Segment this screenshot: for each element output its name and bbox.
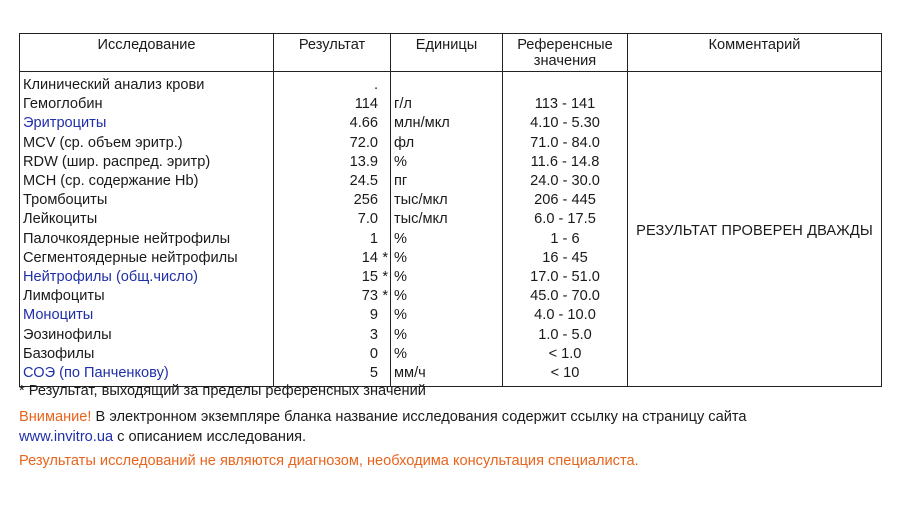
result-number: 114 xyxy=(354,96,378,113)
result-value xyxy=(274,230,391,249)
reference-range: 71.0 - 84.0 xyxy=(503,134,628,153)
out-of-range-flag: * xyxy=(382,288,388,305)
test-name: Клинический анализ крови xyxy=(20,72,274,96)
results-body xyxy=(20,72,882,387)
unit: млн/мкл xyxy=(391,114,503,133)
disclaimer: Результаты исследований не являются диагнозом, необходима консультация специалиста. xyxy=(19,453,639,469)
unit: фл xyxy=(391,134,503,153)
header-test: Исследование xyxy=(20,34,274,72)
reference-range: 1 - 6 xyxy=(503,230,628,249)
reference-range: 16 - 45 xyxy=(503,249,628,268)
result-number: 13.9 xyxy=(349,153,378,170)
header-result: Результат xyxy=(274,34,391,72)
reference-range xyxy=(503,72,628,96)
header-units: Единицы xyxy=(391,34,503,72)
result-value xyxy=(274,268,391,287)
out-of-range-flag: * xyxy=(382,249,388,266)
reference-range: 24.0 - 30.0 xyxy=(503,172,628,191)
unit: % xyxy=(391,230,503,249)
result-value xyxy=(274,287,391,306)
result-number: 73 xyxy=(361,288,378,305)
notice-text-2: с описанием исследования. xyxy=(113,428,307,445)
result-value xyxy=(274,72,391,96)
result-number: . xyxy=(373,77,378,93)
unit: % xyxy=(391,345,503,364)
result-number: 0 xyxy=(369,345,378,362)
result-number: 3 xyxy=(369,326,378,343)
reference-range: < 1.0 xyxy=(503,345,628,364)
result-value xyxy=(274,249,391,268)
table-header-row xyxy=(20,34,882,72)
test-name: Тромбоциты xyxy=(20,191,274,210)
reference-range: 1.0 - 5.0 xyxy=(503,326,628,345)
unit: тыс/мкл xyxy=(391,191,503,210)
unit: % xyxy=(391,153,503,172)
reference-range: 4.10 - 5.30 xyxy=(503,114,628,133)
test-name: MCV (ср. объем эритр.) xyxy=(20,134,274,153)
reference-range: 11.6 - 14.8 xyxy=(503,153,628,172)
notice-text-1: В электронном экземпляре бланка название исследования содержит ссылку на страницу сайта xyxy=(91,409,747,425)
unit xyxy=(391,72,503,96)
test-name-link[interactable]: Эритроциты xyxy=(20,114,274,133)
unit: % xyxy=(391,249,503,268)
header-comment: Комментарий xyxy=(628,34,882,72)
result-value xyxy=(274,153,391,172)
unit: тыс/мкл xyxy=(391,210,503,229)
result-value xyxy=(274,306,391,325)
result-number: 5 xyxy=(369,365,378,382)
result-value xyxy=(274,114,391,133)
unit: % xyxy=(391,326,503,345)
reference-range: 45.0 - 70.0 xyxy=(503,287,628,306)
test-name-link[interactable]: СОЭ (по Панченкову) xyxy=(20,364,274,387)
notice-warning: Внимание! xyxy=(19,409,92,425)
unit: % xyxy=(391,306,503,325)
result-value xyxy=(274,172,391,191)
result-number: 1 xyxy=(369,230,378,247)
test-name: Лейкоциты xyxy=(20,210,274,229)
result-number: 72.0 xyxy=(349,134,378,151)
reference-range: 4.0 - 10.0 xyxy=(503,306,628,325)
test-name: Палочкоядерные нейтрофилы xyxy=(20,230,274,249)
comment-cell: РЕЗУЛЬТАТ ПРОВЕРЕН ДВАЖДЫ xyxy=(628,72,882,387)
out-of-range-flag: * xyxy=(382,269,388,286)
footnote: * Результат, выходящий за пределы референсных значений xyxy=(19,383,426,399)
result-number: 24.5 xyxy=(349,173,378,190)
result-value xyxy=(274,191,391,210)
test-name: RDW (шир. распред. эритр) xyxy=(20,153,274,172)
result-value xyxy=(274,95,391,114)
reference-range: 113 - 141 xyxy=(503,95,628,114)
result-number: 15 xyxy=(361,269,378,286)
header-reference: Референсные значения xyxy=(503,34,628,72)
notice xyxy=(19,408,879,447)
result-number: 4.66 xyxy=(349,115,378,132)
table-row xyxy=(20,72,882,96)
reference-range: 17.0 - 51.0 xyxy=(503,268,628,287)
test-name: Лимфоциты xyxy=(20,287,274,306)
test-name: MCH (ср. содержание Hb) xyxy=(20,172,274,191)
reference-range: 206 - 445 xyxy=(503,191,628,210)
site-link[interactable]: www.invitro.ua xyxy=(19,428,114,445)
unit: % xyxy=(391,268,503,287)
test-name-link[interactable]: Нейтрофилы (общ.число) xyxy=(20,268,274,287)
result-number: 7.0 xyxy=(357,211,378,228)
unit: мм/ч xyxy=(391,364,503,387)
test-name: Базофилы xyxy=(20,345,274,364)
result-value xyxy=(274,134,391,153)
result-number: 256 xyxy=(353,192,378,209)
unit: пг xyxy=(391,172,503,191)
result-number: 9 xyxy=(369,307,378,324)
test-name: Сегментоядерные нейтрофилы xyxy=(20,249,274,268)
result-value xyxy=(274,210,391,229)
unit: % xyxy=(391,287,503,306)
reference-range: 6.0 - 17.5 xyxy=(503,210,628,229)
test-name-link[interactable]: Моноциты xyxy=(20,306,274,325)
result-value xyxy=(274,326,391,345)
reference-range: < 10 xyxy=(503,364,628,387)
test-name: Гемоглобин xyxy=(20,95,274,114)
result-number: 14 xyxy=(361,249,378,266)
test-name: Эозинофилы xyxy=(20,326,274,345)
unit: г/л xyxy=(391,95,503,114)
result-value xyxy=(274,345,391,364)
results-table xyxy=(19,33,882,387)
